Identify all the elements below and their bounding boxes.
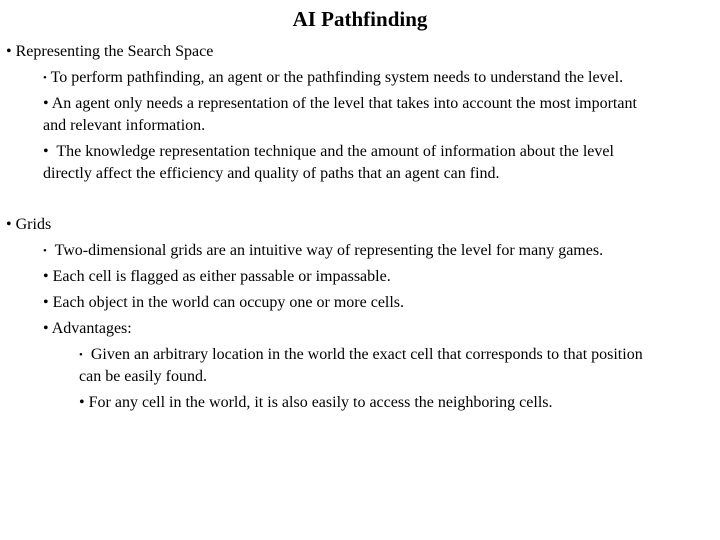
section-heading-text: Representing the Search Space	[15, 43, 214, 60]
slide-title: AI Pathfinding	[292, 7, 428, 31]
sub-list-item-text: For any cell in the world, it is also easily to access the neighboring cells.	[88, 394, 553, 411]
list-item-text: An agent only needs a representation of the level that takes into account the most important	[51, 95, 637, 112]
list-item-continuation: and relevant information.	[43, 117, 206, 134]
bullet-icon: •	[79, 394, 85, 411]
list-item-text: Each cell is flagged as either passable or impassable.	[52, 268, 391, 285]
bullet-icon: •	[43, 95, 49, 112]
section-heading-text: Grids	[15, 216, 52, 233]
list-item	[43, 290, 404, 315]
bullet-icon: •	[43, 245, 47, 257]
list-item-continuation: directly affect the efficiency and quality of paths that an agent can find.	[43, 165, 500, 182]
sub-list-item-continuation: can be easily found.	[79, 368, 207, 385]
list-item-text: Advantages:	[51, 320, 132, 337]
bullet-icon: •	[79, 349, 83, 361]
bullet-icon: •	[43, 294, 49, 311]
list-item-text: Two-dimensional grids are an intuitive way of representing the level for many games.	[50, 242, 604, 259]
bullet-icon: •	[43, 72, 47, 84]
bullet-icon: •	[43, 320, 49, 337]
section-heading-search-space	[6, 39, 213, 64]
list-item-advantages	[43, 316, 132, 341]
bullet-icon: •	[43, 143, 49, 160]
sub-list-item-text: Given an arbitrary location in the world the exact cell that corresponds to that position	[86, 346, 643, 363]
bullet-icon: •	[6, 216, 12, 233]
sub-list-item	[79, 390, 553, 415]
bullet-icon: •	[43, 268, 49, 285]
section-heading-grids	[6, 212, 51, 237]
bullet-icon: •	[6, 43, 12, 60]
list-item	[43, 238, 603, 264]
list-item	[43, 65, 623, 91]
list-item-text: Each object in the world can occupy one or more cells.	[52, 294, 405, 311]
list-item-text: The knowledge representation technique and the amount of information about the level	[52, 143, 614, 160]
list-item-text: To perform pathfinding, an agent or the pathfinding system needs to understand the level.	[50, 69, 624, 86]
list-item	[43, 264, 391, 289]
